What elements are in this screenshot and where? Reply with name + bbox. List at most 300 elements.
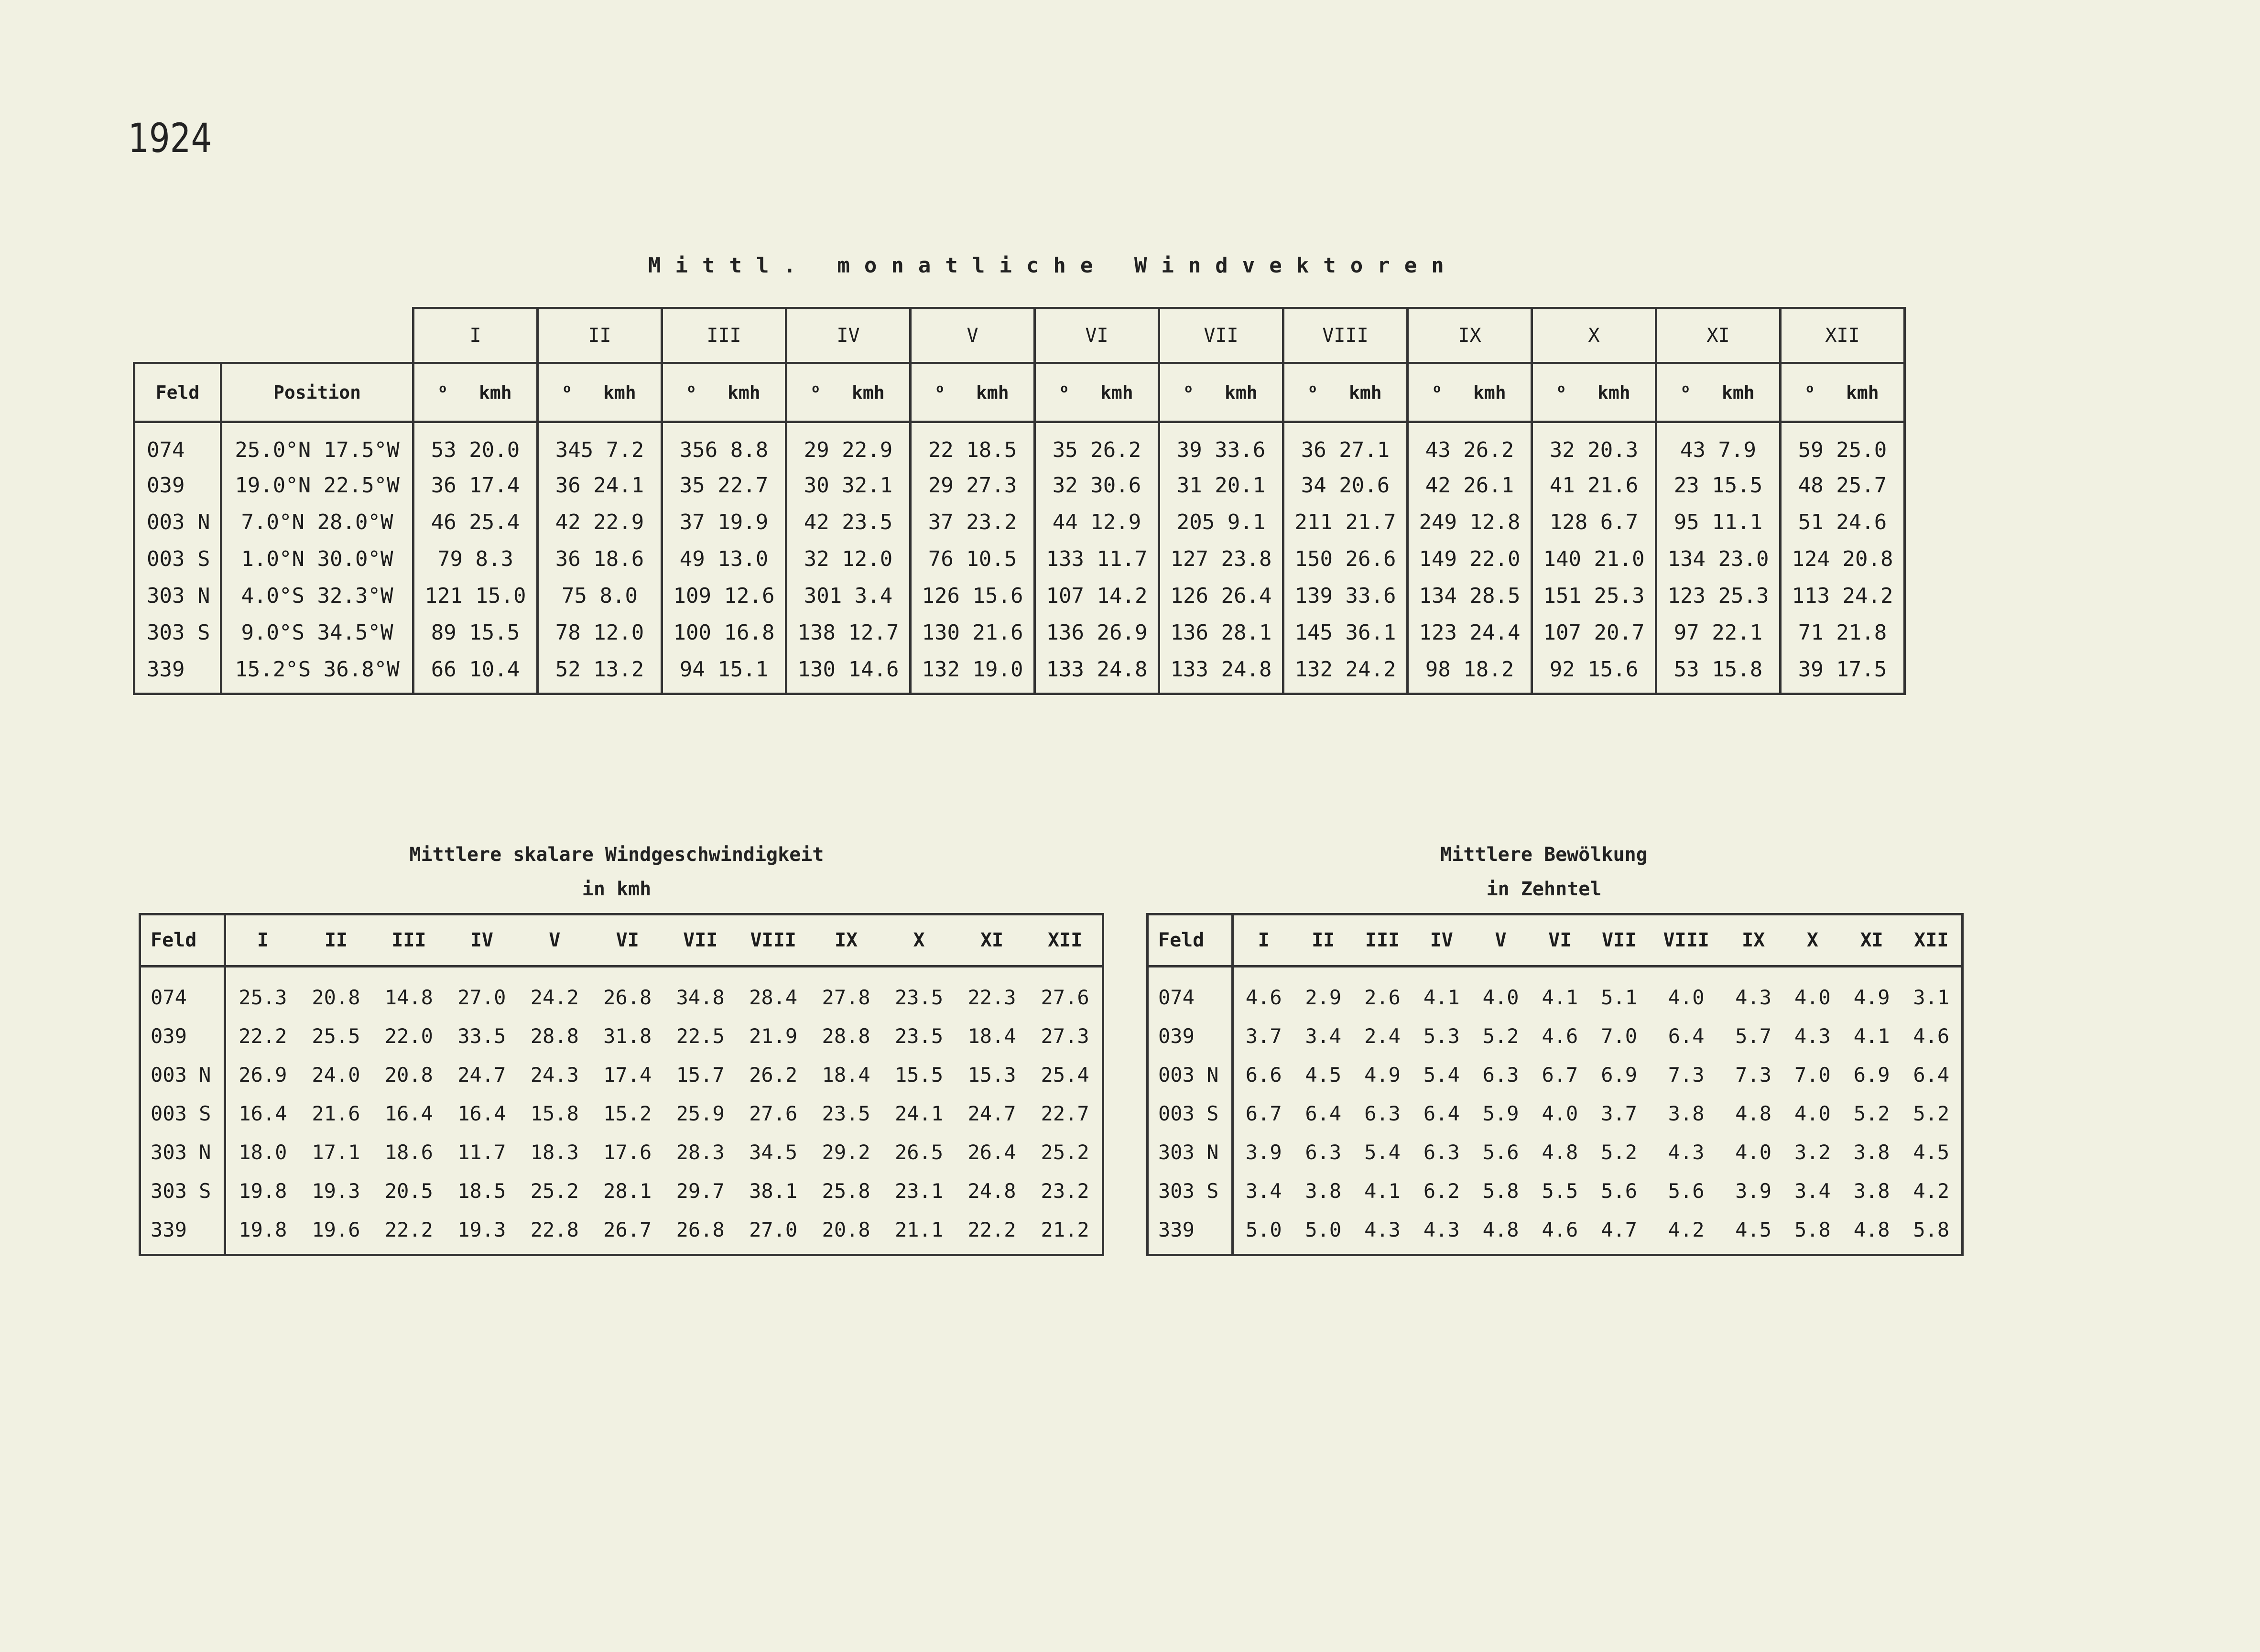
value-cell: 31.8 [603, 1024, 652, 1048]
direction-value: 136 [1046, 620, 1084, 645]
speed-value: 20.8 [1842, 547, 1893, 571]
vector-cell [538, 504, 662, 541]
vector-cell [1532, 651, 1656, 694]
value-cell: 18.6 [384, 1141, 433, 1164]
vector-cell [413, 614, 538, 651]
vector-cell [1532, 577, 1656, 614]
value-cell: 26.8 [603, 986, 652, 1009]
direction-value: 100 [673, 620, 711, 645]
value-cell: 6.4 [1305, 1102, 1342, 1125]
degree-unit: o [1309, 381, 1316, 396]
speed-value: 15.0 [475, 584, 526, 608]
vector-cell [911, 467, 1035, 504]
value-cell: 14.8 [384, 986, 433, 1009]
month-header-III: III [1353, 914, 1412, 967]
direction-value: 130 [797, 657, 836, 682]
direction-value: 71 [1798, 620, 1824, 645]
position-cell: 7.0°N 28.0°W [221, 504, 413, 541]
value-cell: 22.2 [239, 1024, 287, 1048]
vector-cell [1283, 467, 1408, 504]
kmh-unit: kmh [1225, 382, 1258, 403]
vector-cell [911, 504, 1035, 541]
speed-value: 15.1 [717, 657, 769, 682]
value-cell: 3.2 [1794, 1141, 1831, 1164]
direction-value: 66 [431, 657, 456, 682]
degree-unit: o [936, 381, 944, 396]
vector-cell [413, 577, 538, 614]
cloud-cover-table [1146, 913, 1964, 1256]
speed-value: 21.6 [972, 620, 1023, 645]
speed-value: 24.8 [1221, 657, 1272, 682]
value-cell: 34.5 [749, 1141, 798, 1164]
vector-cell [662, 504, 786, 541]
feld-cell: 039 [134, 467, 221, 504]
feld-cell: 039 [1148, 1017, 1233, 1055]
direction-value: 139 [1294, 584, 1333, 608]
speed-value: 28.5 [1469, 584, 1521, 608]
value-cell: 27.0 [457, 986, 506, 1009]
kmh-unit: kmh [1100, 382, 1133, 403]
unit-header [911, 363, 1035, 422]
value-cell: 3.8 [1853, 1179, 1890, 1203]
position-header: Position [221, 363, 413, 422]
speed-value: 9.1 [1227, 510, 1266, 534]
speed-value: 15.8 [1712, 657, 1763, 682]
value-cell: 5.8 [1482, 1179, 1519, 1203]
value-cell: 24.8 [967, 1179, 1016, 1203]
direction-value: 34 [1301, 473, 1326, 498]
month-header-V: V [1471, 914, 1531, 967]
speed-value: 18.5 [966, 437, 1017, 462]
month-header-XII: XII [1028, 914, 1103, 967]
direction-value: 39 [1176, 437, 1202, 462]
value-cell: 24.3 [530, 1063, 579, 1087]
vector-cell [1035, 541, 1159, 577]
page-year: 1924 [128, 115, 212, 162]
value-cell: 23.2 [1028, 1172, 1103, 1210]
value-cell: 19.3 [445, 1210, 518, 1255]
vector-cell [1159, 577, 1283, 614]
speed-value: 17.4 [469, 473, 520, 498]
table-row [134, 614, 1905, 651]
value-cell: 4.0 [1668, 986, 1705, 1009]
value-cell: 4.0 [1735, 1141, 1772, 1164]
speed-value: 6.7 [1600, 510, 1639, 534]
direction-value: 98 [1425, 657, 1451, 682]
vector-cell [1408, 504, 1532, 541]
direction-value: 36 [555, 473, 581, 498]
feld-cell: 003 S [1148, 1094, 1233, 1133]
position-cell: 25.0°N 17.5°W [221, 422, 413, 467]
month-header-VIII: VIII [737, 914, 809, 967]
feld-header: Feld [140, 914, 225, 967]
speed-value: 28.1 [1221, 620, 1272, 645]
value-cell: 19.8 [225, 1210, 300, 1255]
direction-value: 151 [1543, 584, 1581, 608]
degree-unit: o [563, 381, 571, 396]
position-cell: 15.2°S 36.8°W [221, 651, 413, 694]
value-cell: 18.0 [239, 1141, 287, 1164]
direction-value: 345 [555, 437, 594, 462]
value-cell: 27.8 [822, 986, 870, 1009]
table-row [1148, 1094, 1963, 1133]
table-row [140, 967, 1103, 1017]
value-cell: 28.4 [749, 986, 798, 1009]
direction-value: 130 [922, 620, 960, 645]
value-cell: 17.6 [603, 1141, 652, 1164]
value-cell: 22.2 [372, 1210, 445, 1255]
speed-value: 27.1 [1339, 437, 1390, 462]
direction-value: 52 [555, 657, 581, 682]
month-header-IX: IX [1724, 914, 1783, 967]
value-cell: 5.6 [1601, 1179, 1638, 1203]
value-cell: 20.8 [312, 986, 360, 1009]
value-cell: 4.3 [1668, 1141, 1705, 1164]
speed-value: 20.6 [1339, 473, 1390, 498]
value-cell: 3.4 [1245, 1179, 1282, 1203]
speed-value: 24.1 [593, 473, 644, 498]
value-cell: 24.0 [312, 1063, 360, 1087]
scalar-wind-speed-table [139, 913, 1104, 1256]
position-cell: 4.0°S 32.3°W [221, 577, 413, 614]
vector-cell [413, 422, 538, 467]
direction-value: 32 [804, 547, 829, 571]
value-cell: 34.8 [676, 986, 725, 1009]
direction-value: 29 [928, 473, 954, 498]
table-row [1148, 1210, 1963, 1255]
direction-value: 44 [1052, 510, 1078, 534]
value-cell: 2.6 [1364, 986, 1401, 1009]
value-cell: 26.8 [664, 1210, 737, 1255]
direction-value: 32 [1549, 437, 1575, 462]
vector-cell [1035, 467, 1159, 504]
table2-title [378, 837, 856, 906]
value-cell: 23.1 [894, 1179, 944, 1203]
direction-value: 31 [1176, 473, 1202, 498]
vector-cell [1159, 504, 1283, 541]
header-row [1148, 914, 1963, 967]
speed-value: 33.6 [1215, 437, 1266, 462]
value-cell: 20.8 [384, 1063, 433, 1087]
value-cell: 16.4 [239, 1102, 287, 1125]
vector-cell [538, 577, 662, 614]
direction-value: 78 [555, 620, 581, 645]
feld-cell: 339 [140, 1210, 225, 1255]
month-header-X: X [882, 914, 955, 967]
value-cell: 6.3 [1482, 1063, 1519, 1087]
kmh-unit: kmh [479, 382, 512, 403]
vector-cell [538, 541, 662, 577]
vector-cell [1781, 577, 1905, 614]
value-cell: 6.7 [1542, 1063, 1578, 1087]
value-cell: 15.5 [894, 1063, 944, 1087]
direction-value: 133 [1170, 657, 1208, 682]
direction-value: 89 [431, 620, 456, 645]
direction-value: 107 [1543, 620, 1581, 645]
value-cell: 4.0 [1542, 1102, 1578, 1125]
value-cell: 28.1 [603, 1179, 652, 1203]
direction-value: 356 [679, 437, 718, 462]
vector-cell [1283, 422, 1408, 467]
vector-cell [1408, 467, 1532, 504]
vector-cell [911, 614, 1035, 651]
speed-value: 26.6 [1345, 547, 1396, 571]
table-row [1148, 967, 1963, 1017]
wind-vector-table [133, 307, 1906, 695]
value-cell: 21.9 [749, 1024, 798, 1048]
month-header-XII: XII [1781, 308, 1905, 363]
vector-cell [1532, 541, 1656, 577]
value-cell: 7.3 [1735, 1063, 1772, 1087]
value-cell: 26.2 [749, 1063, 798, 1087]
direction-value: 133 [1046, 547, 1084, 571]
value-cell: 4.1 [1542, 986, 1578, 1009]
vector-cell [538, 651, 662, 694]
degree-unit: o [1806, 381, 1814, 396]
month-header-IV: IV [786, 308, 911, 363]
speed-value: 20.0 [469, 437, 520, 462]
feld-header: Feld [1148, 914, 1233, 967]
vector-cell [1656, 577, 1781, 614]
value-cell: 6.3 [1305, 1141, 1342, 1164]
speed-value: 26.9 [1097, 620, 1148, 645]
value-cell: 5.5 [1542, 1179, 1578, 1203]
month-header-VII: VII [664, 914, 737, 967]
month-header-V: V [518, 914, 591, 967]
speed-value: 12.6 [724, 584, 775, 608]
direction-value: 127 [1170, 547, 1208, 571]
speed-value: 25.7 [1836, 473, 1887, 498]
value-cell: 5.2 [1901, 1094, 1963, 1133]
table-row [1148, 1172, 1963, 1210]
value-cell: 22.8 [518, 1210, 591, 1255]
value-cell: 21.2 [1028, 1210, 1103, 1255]
value-cell: 27.0 [737, 1210, 809, 1255]
speed-value: 8.3 [475, 547, 513, 571]
value-cell: 6.9 [1853, 1063, 1890, 1087]
direction-value: 75 [562, 584, 587, 608]
value-cell: 20.5 [384, 1179, 433, 1203]
vector-cell [1283, 504, 1408, 541]
value-cell: 23.5 [822, 1102, 870, 1125]
value-cell: 26.9 [239, 1063, 287, 1087]
speed-value: 24.2 [1842, 584, 1893, 608]
feld-cell: 303 S [134, 614, 221, 651]
vector-cell [1781, 651, 1905, 694]
vector-cell [1035, 577, 1159, 614]
value-cell: 7.0 [1601, 1024, 1638, 1048]
degree-unit: o [1184, 381, 1192, 396]
value-cell: 18.4 [822, 1063, 870, 1087]
direction-value: 121 [424, 584, 463, 608]
value-cell: 25.2 [1028, 1133, 1103, 1172]
direction-value: 109 [673, 584, 711, 608]
speed-value: 19.0 [972, 657, 1023, 682]
degree-unit: o [687, 381, 695, 396]
vector-cell [1035, 422, 1159, 467]
speed-value: 13.2 [593, 657, 644, 682]
speed-value: 25.0 [1836, 437, 1887, 462]
value-cell: 6.4 [1668, 1024, 1705, 1048]
value-cell: 4.5 [1724, 1210, 1783, 1255]
direction-value: 136 [1170, 620, 1208, 645]
table-row [1148, 1017, 1963, 1055]
direction-value: 43 [1425, 437, 1451, 462]
direction-value: 35 [679, 473, 705, 498]
degree-unit: o [1557, 381, 1565, 396]
direction-value: 43 [1680, 437, 1706, 462]
value-cell: 28.8 [822, 1024, 870, 1048]
kmh-unit: kmh [1597, 382, 1630, 403]
value-cell: 22.7 [1028, 1094, 1103, 1133]
month-header-VI: VI [1530, 914, 1589, 967]
degree-unit: o [812, 381, 819, 396]
direction-value: 132 [1294, 657, 1333, 682]
table-row [134, 422, 1905, 467]
direction-value: 39 [1798, 657, 1824, 682]
vector-cell [662, 422, 786, 467]
value-cell: 4.2 [1901, 1172, 1963, 1210]
value-cell: 5.2 [1853, 1102, 1890, 1125]
value-cell: 5.1 [1601, 986, 1638, 1009]
speed-value: 21.7 [1345, 510, 1396, 534]
kmh-unit: kmh [1349, 382, 1382, 403]
value-cell: 7.0 [1794, 1063, 1831, 1087]
value-cell: 17.4 [603, 1063, 652, 1087]
position-cell: 9.0°S 34.5°W [221, 614, 413, 651]
month-header-III: III [372, 914, 445, 967]
direction-value: 301 [804, 584, 842, 608]
direction-value: 205 [1176, 510, 1215, 534]
direction-value: 138 [797, 620, 836, 645]
value-cell: 5.2 [1601, 1141, 1638, 1164]
speed-value: 32.1 [842, 473, 893, 498]
feld-cell: 003 S [134, 541, 221, 577]
unit-header [786, 363, 911, 422]
direction-value: 79 [437, 547, 463, 571]
vector-cell [786, 541, 911, 577]
direction-value: 30 [804, 473, 829, 498]
position-cell: 1.0°N 30.0°W [221, 541, 413, 577]
value-cell: 19.8 [239, 1179, 287, 1203]
direction-value: 59 [1798, 437, 1824, 462]
month-header-I: I [1233, 914, 1294, 967]
speed-value: 21.8 [1836, 620, 1887, 645]
value-cell: 33.5 [457, 1024, 506, 1048]
speed-value: 12.0 [593, 620, 644, 645]
vector-cell [911, 577, 1035, 614]
value-cell: 24.2 [530, 986, 579, 1009]
value-cell: 5.7 [1735, 1024, 1772, 1048]
direction-value: 107 [1046, 584, 1084, 608]
unit-header [1408, 363, 1532, 422]
value-cell: 25.3 [239, 986, 287, 1009]
table-row [134, 504, 1905, 541]
speed-value: 26.2 [1463, 437, 1514, 462]
direction-value: 46 [431, 510, 456, 534]
speed-value: 12.8 [1469, 510, 1521, 534]
direction-value: 53 [1673, 657, 1699, 682]
vector-cell [1656, 467, 1781, 504]
value-cell: 4.3 [1794, 1024, 1831, 1048]
direction-value: 133 [1046, 657, 1084, 682]
direction-value: 32 [1052, 473, 1078, 498]
vector-cell [1656, 651, 1781, 694]
direction-value: 23 [1673, 473, 1699, 498]
value-cell: 27.3 [1028, 1017, 1103, 1055]
direction-value: 124 [1792, 547, 1830, 571]
month-header-VI: VI [591, 914, 664, 967]
direction-value: 53 [431, 437, 456, 462]
value-cell: 5.8 [1901, 1210, 1963, 1255]
speed-value: 3.4 [854, 584, 893, 608]
table2-title-line1: Mittlere skalare Windgeschwindigkeit [409, 844, 824, 866]
feld-header: Feld [134, 363, 221, 422]
feld-cell: 003 S [140, 1094, 225, 1133]
month-header-XI: XI [956, 914, 1028, 967]
vector-cell [1656, 422, 1781, 467]
vector-cell [786, 577, 911, 614]
speed-value: 20.3 [1587, 437, 1639, 462]
feld-cell: 003 N [1148, 1055, 1233, 1094]
speed-value: 30.6 [1090, 473, 1141, 498]
vector-cell [1532, 422, 1656, 467]
value-cell: 27.6 [1028, 967, 1103, 1017]
speed-value: 12.9 [1090, 510, 1141, 534]
speed-value: 19.9 [717, 510, 769, 534]
value-cell: 18.4 [967, 1024, 1016, 1048]
speed-value: 11.7 [1097, 547, 1148, 571]
speed-value: 33.6 [1345, 584, 1396, 608]
month-header-XI: XI [1656, 308, 1781, 363]
value-cell: 5.3 [1423, 1024, 1460, 1048]
speed-value: 10.4 [469, 657, 520, 682]
direction-value: 149 [1419, 547, 1457, 571]
speed-value: 10.5 [966, 547, 1017, 571]
speed-value: 25.3 [1594, 584, 1645, 608]
vector-cell [662, 541, 786, 577]
value-cell: 23.5 [894, 986, 944, 1009]
value-cell: 6.3 [1364, 1102, 1401, 1125]
value-cell: 4.8 [1735, 1102, 1772, 1125]
vector-cell [1408, 577, 1532, 614]
value-cell: 18.3 [530, 1141, 579, 1164]
direction-value: 36 [431, 473, 456, 498]
vector-cell [1532, 467, 1656, 504]
direction-value: 123 [1667, 584, 1706, 608]
vector-cell [1656, 614, 1781, 651]
table-row [1148, 1055, 1963, 1094]
vector-cell [538, 467, 662, 504]
speed-value: 18.2 [1463, 657, 1514, 682]
speed-value: 24.8 [1097, 657, 1148, 682]
value-cell: 4.1 [1853, 1024, 1890, 1048]
speed-value: 27.3 [966, 473, 1017, 498]
table-row [140, 1017, 1103, 1055]
feld-cell: 339 [134, 651, 221, 694]
speed-value: 8.8 [730, 437, 769, 462]
table-row [134, 651, 1905, 694]
speed-value: 12.0 [842, 547, 893, 571]
value-cell: 18.5 [457, 1179, 506, 1203]
speed-value: 12.7 [848, 620, 899, 645]
speed-value: 13.0 [717, 547, 769, 571]
speed-value: 7.9 [1718, 437, 1756, 462]
unit-header [1035, 363, 1159, 422]
value-cell: 17.1 [312, 1141, 360, 1164]
value-cell: 3.9 [1245, 1141, 1282, 1164]
vector-cell [413, 504, 538, 541]
